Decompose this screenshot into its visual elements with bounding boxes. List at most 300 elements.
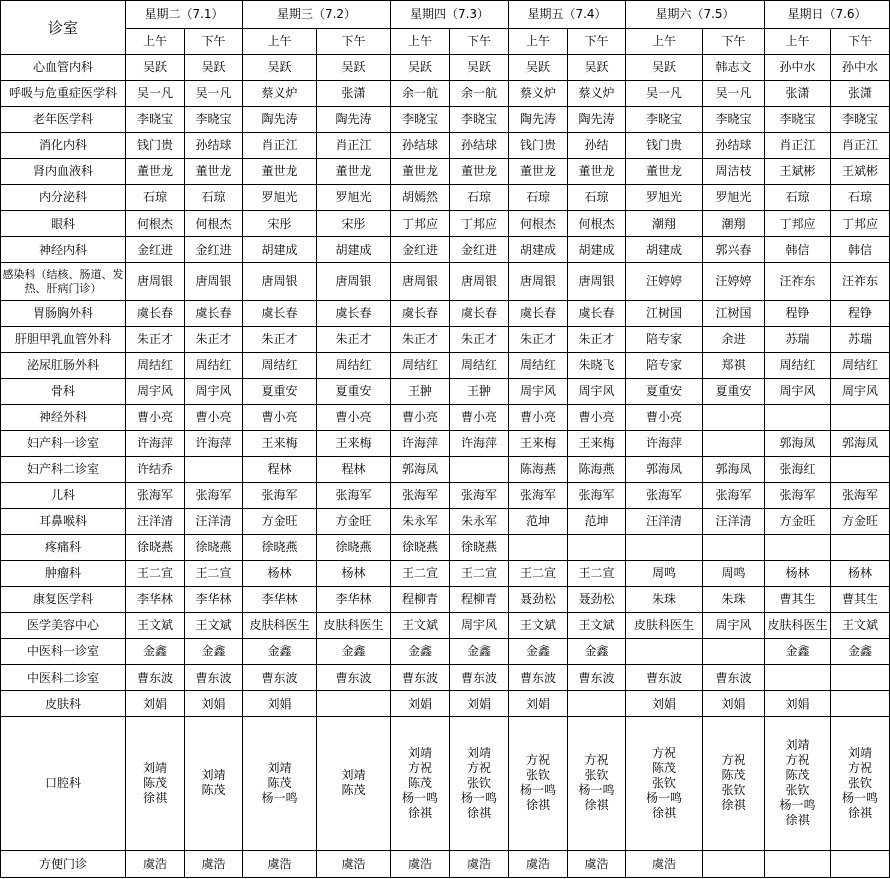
doctor-cell: 余一航	[450, 81, 509, 107]
doctor-cell: 王二宣	[391, 561, 450, 587]
doctor-cell	[626, 717, 703, 850]
doctor-name: 张钦	[785, 783, 810, 798]
doctor-cell: 唐周银	[568, 263, 626, 301]
doctor-name: 杨一鸣	[261, 790, 298, 805]
doctor-cell	[831, 404, 890, 430]
doctor-cell: 周结红	[185, 352, 243, 378]
doctor-cell: 王来梅	[509, 430, 568, 456]
doctor-cell: 苏瑞	[831, 326, 890, 352]
doctor-cell: 刘娟	[765, 691, 831, 717]
doctor-cell	[765, 535, 831, 561]
doctor-cell: 朱正才	[317, 326, 391, 352]
doctor-cell: 周鸣	[626, 561, 703, 587]
doctor-cell: 金鑫	[765, 639, 831, 665]
doctor-cell: 程林	[317, 456, 391, 482]
doctor-cell: 李晓宝	[185, 107, 243, 133]
doctor-name: 徐祺	[466, 805, 491, 820]
doctor-cell	[509, 535, 568, 561]
doctor-name: 刘靖	[201, 768, 226, 783]
session-header-pm: 下午	[831, 29, 890, 55]
doctor-cell: 李晓宝	[765, 107, 831, 133]
doctor-cell: 虞浩	[243, 850, 317, 877]
doctor-cell	[765, 404, 831, 430]
doctor-cell: 徐晓燕	[450, 535, 509, 561]
doctor-cell: 金红进	[126, 237, 185, 263]
doctor-cell: 李华林	[243, 587, 317, 613]
doctor-cell: 苏瑞	[765, 326, 831, 352]
doctor-cell: 许海萍	[391, 430, 450, 456]
doctor-name: 徐祺	[847, 805, 872, 820]
doctor-cell: 周宇风	[185, 378, 243, 404]
doctor-cell: 石琼	[831, 185, 890, 211]
doctor-cell: 王文斌	[568, 613, 626, 639]
doctor-name: 刘靖	[341, 768, 366, 783]
doctor-cell: 曹小亮	[450, 404, 509, 430]
day-header-sun: 星期日（7.6）	[765, 1, 890, 29]
doctor-cell	[126, 717, 185, 850]
doctor-cell: 韩志文	[703, 55, 765, 81]
doctor-cell: 王文斌	[185, 613, 243, 639]
doctor-name: 张钦	[525, 768, 550, 783]
doctor-cell: 石琼	[568, 185, 626, 211]
doctor-cell: 钱门贵	[126, 133, 185, 159]
table-row	[1, 404, 890, 430]
doctor-cell: 余一航	[391, 81, 450, 107]
doctor-cell: 郭海凤	[765, 430, 831, 456]
doctor-cell: 杨林	[243, 561, 317, 587]
doctor-cell: 程铮	[831, 300, 890, 326]
doctor-cell: 曹东波	[126, 665, 185, 691]
doctor-cell: 张潇	[317, 81, 391, 107]
doctor-name: 陈茂	[651, 760, 676, 775]
doctor-cell: 金红进	[450, 237, 509, 263]
doctor-cell: 郭海凤	[626, 456, 703, 482]
day-header-sat: 星期六（7.5）	[626, 1, 765, 29]
doctor-cell: 朱正才	[568, 326, 626, 352]
table-row	[1, 211, 890, 237]
doctor-cell	[831, 456, 890, 482]
session-header-pm: 下午	[568, 29, 626, 55]
doctor-cell: 郑祺	[703, 352, 765, 378]
doctor-cell: 曹东波	[317, 665, 391, 691]
doctor-cell: 吴一凡	[703, 81, 765, 107]
doctor-cell: 虞浩	[317, 850, 391, 877]
doctor-cell: 陪专家	[626, 352, 703, 378]
session-header-am: 上午	[765, 29, 831, 55]
doctor-cell: 曹小亮	[317, 404, 391, 430]
doctor-cell: 虞长春	[509, 300, 568, 326]
doctor-name: 陈茂	[201, 783, 226, 798]
doctor-cell: 唐周银	[126, 263, 185, 301]
doctor-name: 徐祺	[525, 798, 550, 813]
doctor-name: 陈茂	[785, 768, 810, 783]
doctor-cell: 曹其生	[765, 587, 831, 613]
doctor-cell: 孙结球	[185, 133, 243, 159]
doctor-cell: 曹小亮	[626, 404, 703, 430]
department-name: 神经内科	[1, 237, 126, 263]
table-row	[1, 850, 890, 877]
doctor-cell: 夏重安	[703, 378, 765, 404]
doctor-cell: 曹东波	[391, 665, 450, 691]
doctor-cell: 金鑫	[568, 639, 626, 665]
doctor-cell: 陪专家	[626, 326, 703, 352]
doctor-cell: 曹东波	[703, 665, 765, 691]
doctor-cell: 罗旭光	[243, 185, 317, 211]
doctor-name: 刘靖	[142, 760, 167, 775]
doctor-cell: 张海军	[626, 482, 703, 508]
doctor-cell	[831, 717, 890, 850]
doctor-cell: 胡嫣然	[391, 185, 450, 211]
doctor-cell	[185, 456, 243, 482]
doctor-cell: 唐周银	[243, 263, 317, 301]
doctor-cell: 夏重安	[243, 378, 317, 404]
doctor-cell: 张海军	[509, 482, 568, 508]
doctor-cell: 金红进	[391, 237, 450, 263]
doctor-cell: 蔡义炉	[568, 81, 626, 107]
doctor-cell: 唐周银	[509, 263, 568, 301]
table-row	[1, 509, 890, 535]
doctor-cell: 曹东波	[568, 665, 626, 691]
doctor-cell: 张海军	[831, 482, 890, 508]
doctor-cell: 周结红	[391, 352, 450, 378]
doctor-name: 陈茂	[721, 768, 746, 783]
doctor-cell: 金鑫	[831, 639, 890, 665]
department-column-header: 诊室	[1, 1, 126, 55]
doctor-name: 刘靖	[847, 745, 872, 760]
doctor-cell: 董世龙	[626, 159, 703, 185]
session-header-pm: 下午	[703, 29, 765, 55]
doctor-cell	[626, 639, 703, 665]
doctor-cell: 江树国	[626, 300, 703, 326]
doctor-cell: 丁邦应	[391, 211, 450, 237]
doctor-cell: 方金旺	[317, 509, 391, 535]
doctor-cell: 曹小亮	[509, 404, 568, 430]
department-name: 妇产科二诊室	[1, 456, 126, 482]
doctor-cell: 聂劲松	[568, 587, 626, 613]
doctor-cell: 陶先涛	[509, 107, 568, 133]
doctor-cell: 朱正才	[391, 326, 450, 352]
doctor-cell: 杨林	[317, 561, 391, 587]
doctor-cell: 张潇	[831, 81, 890, 107]
doctor-cell: 王来梅	[243, 430, 317, 456]
doctor-name: 陈茂	[341, 783, 366, 798]
doctor-cell: 皮肤科医生	[243, 613, 317, 639]
department-name: 肿瘤科	[1, 561, 126, 587]
doctor-cell: 董世龙	[450, 159, 509, 185]
doctor-cell: 曹东波	[450, 665, 509, 691]
doctor-cell: 方金旺	[243, 509, 317, 535]
table-row	[1, 456, 890, 482]
doctor-cell: 曹其生	[831, 587, 890, 613]
doctor-cell: 朱正才	[126, 326, 185, 352]
doctor-cell: 李晓宝	[126, 107, 185, 133]
doctor-cell: 钱门贵	[626, 133, 703, 159]
doctor-name: 方祝	[525, 753, 550, 768]
department-name: 眼科	[1, 211, 126, 237]
doctor-cell	[568, 717, 626, 850]
doctor-cell	[765, 665, 831, 691]
doctor-cell: 徐晓燕	[126, 535, 185, 561]
doctor-cell: 李华林	[126, 587, 185, 613]
doctor-cell: 罗旭光	[317, 185, 391, 211]
doctor-name: 方祝	[466, 760, 491, 775]
doctor-cell: 王二宣	[509, 561, 568, 587]
doctor-cell: 陈海燕	[568, 456, 626, 482]
doctor-cell: 刘娟	[391, 691, 450, 717]
doctor-cell	[450, 456, 509, 482]
doctor-cell: 朱珠	[703, 587, 765, 613]
doctor-cell: 周结红	[243, 352, 317, 378]
doctor-cell	[831, 665, 890, 691]
doctor-cell	[765, 850, 831, 877]
doctor-cell: 皮肤科医生	[317, 613, 391, 639]
table-row	[1, 613, 890, 639]
doctor-cell: 周结红	[831, 352, 890, 378]
doctor-cell: 李华林	[317, 587, 391, 613]
department-name: 感染科（结核、肠道、发热、肝病门诊）	[1, 263, 126, 301]
doctor-cell: 徐晓燕	[391, 535, 450, 561]
doctor-cell: 刘娟	[450, 691, 509, 717]
doctor-cell: 唐周银	[450, 263, 509, 301]
doctor-cell: 张海军	[765, 482, 831, 508]
doctor-cell: 宋彤	[243, 211, 317, 237]
doctor-cell: 汪洋清	[185, 509, 243, 535]
doctor-cell: 虞长春	[568, 300, 626, 326]
doctor-cell	[450, 717, 509, 850]
doctor-cell: 周宇风	[450, 613, 509, 639]
doctor-cell: 潮翔	[626, 211, 703, 237]
doctor-cell: 孙结	[568, 133, 626, 159]
doctor-name: 杨一鸣	[519, 783, 556, 798]
doctor-name: 刘靖	[785, 738, 810, 753]
doctor-cell: 许海萍	[450, 430, 509, 456]
doctor-cell: 罗旭光	[703, 185, 765, 211]
doctor-cell: 李华林	[185, 587, 243, 613]
doctor-cell: 吴跃	[626, 55, 703, 81]
department-name: 消化内科	[1, 133, 126, 159]
doctor-cell: 吴跃	[185, 55, 243, 81]
doctor-cell: 杨林	[765, 561, 831, 587]
doctor-cell	[703, 430, 765, 456]
doctor-cell: 何根杰	[568, 211, 626, 237]
doctor-cell: 张海军	[568, 482, 626, 508]
doctor-cell: 李晓宝	[831, 107, 890, 133]
doctor-cell: 吴跃	[243, 55, 317, 81]
doctor-cell: 唐周银	[391, 263, 450, 301]
doctor-cell: 徐晓燕	[243, 535, 317, 561]
doctor-cell: 虞长春	[126, 300, 185, 326]
doctor-cell: 程柳青	[450, 587, 509, 613]
department-name: 口腔科	[1, 717, 126, 850]
doctor-cell: 李晓宝	[391, 107, 450, 133]
department-name: 中医科二诊室	[1, 665, 126, 691]
doctor-cell: 刘娟	[243, 691, 317, 717]
doctor-cell: 虞长春	[317, 300, 391, 326]
doctor-cell: 吴一凡	[126, 81, 185, 107]
doctor-name: 刘靖	[407, 745, 432, 760]
day-header-tue: 星期二（7.1）	[126, 1, 243, 29]
doctor-cell: 肖正江	[243, 133, 317, 159]
doctor-cell: 陶先涛	[317, 107, 391, 133]
doctor-cell: 孙结球	[450, 133, 509, 159]
doctor-cell: 朱正才	[185, 326, 243, 352]
department-name: 泌尿肛肠外科	[1, 352, 126, 378]
table-row	[1, 691, 890, 717]
doctor-cell: 朱永军	[391, 509, 450, 535]
doctor-cell: 孙结球	[703, 133, 765, 159]
doctor-cell: 罗旭光	[626, 185, 703, 211]
doctor-cell: 王二宣	[185, 561, 243, 587]
doctor-name: 方祝	[651, 745, 676, 760]
table-row	[1, 300, 890, 326]
doctor-cell: 丁邦应	[450, 211, 509, 237]
department-name: 呼吸与危重症医学科	[1, 81, 126, 107]
doctor-cell: 肖正江	[765, 133, 831, 159]
doctor-cell: 许海萍	[185, 430, 243, 456]
table-row	[1, 665, 890, 691]
doctor-cell: 王翀	[391, 378, 450, 404]
doctor-cell	[185, 717, 243, 850]
doctor-cell: 曹小亮	[391, 404, 450, 430]
department-name: 医学美容中心	[1, 613, 126, 639]
doctor-cell: 吴跃	[391, 55, 450, 81]
doctor-cell: 周宇风	[126, 378, 185, 404]
doctor-cell: 曹小亮	[185, 404, 243, 430]
doctor-cell: 郭兴春	[703, 237, 765, 263]
doctor-name: 徐祺	[584, 798, 609, 813]
doctor-name: 徐祺	[651, 805, 676, 820]
doctor-cell: 张海军	[703, 482, 765, 508]
doctor-cell: 石琼	[765, 185, 831, 211]
doctor-cell: 钱门贵	[509, 133, 568, 159]
doctor-cell: 刘娟	[509, 691, 568, 717]
doctor-cell: 蔡义炉	[509, 81, 568, 107]
table-row	[1, 430, 890, 456]
doctor-cell: 曹小亮	[126, 404, 185, 430]
doctor-cell: 朱珠	[626, 587, 703, 613]
doctor-cell: 吴一凡	[626, 81, 703, 107]
doctor-cell	[703, 639, 765, 665]
department-name: 老年医学科	[1, 107, 126, 133]
doctor-cell	[391, 717, 450, 850]
department-name: 疼痛科	[1, 535, 126, 561]
doctor-cell: 张海军	[450, 482, 509, 508]
doctor-cell: 郭海凤	[703, 456, 765, 482]
doctor-cell: 金红进	[185, 237, 243, 263]
doctor-cell: 孙中水	[831, 55, 890, 81]
table-row	[1, 263, 890, 301]
doctor-cell: 汪祚东	[765, 263, 831, 301]
doctor-cell: 孙结球	[391, 133, 450, 159]
doctor-cell: 金鑫	[450, 639, 509, 665]
doctor-cell: 王翀	[450, 378, 509, 404]
doctor-cell: 王二宣	[126, 561, 185, 587]
doctor-cell: 张海红	[765, 456, 831, 482]
department-name: 心血管内科	[1, 55, 126, 81]
department-name: 皮肤科	[1, 691, 126, 717]
doctor-cell: 夏重安	[626, 378, 703, 404]
doctor-cell: 董世龙	[243, 159, 317, 185]
table-row	[1, 482, 890, 508]
doctor-cell: 刘娟	[626, 691, 703, 717]
doctor-cell: 陈海燕	[509, 456, 568, 482]
department-name: 耳鼻喉科	[1, 509, 126, 535]
doctor-cell: 吴跃	[568, 55, 626, 81]
doctor-cell: 唐周银	[317, 263, 391, 301]
doctor-name: 张钦	[466, 775, 491, 790]
doctor-cell: 朱晓飞	[568, 352, 626, 378]
doctor-cell: 董世龙	[509, 159, 568, 185]
doctor-cell: 金鑫	[509, 639, 568, 665]
doctor-cell	[703, 717, 765, 850]
doctor-cell: 石琼	[185, 185, 243, 211]
doctor-cell: 张潇	[765, 81, 831, 107]
doctor-cell: 张海军	[185, 482, 243, 508]
doctor-name: 杨一鸣	[401, 790, 438, 805]
doctor-cell	[765, 717, 831, 850]
doctor-cell: 周鸣	[703, 561, 765, 587]
doctor-name: 徐祺	[721, 798, 746, 813]
department-name: 方便门诊	[1, 850, 126, 877]
doctor-cell: 金鑫	[185, 639, 243, 665]
doctor-cell: 虞浩	[126, 850, 185, 877]
doctor-cell	[831, 535, 890, 561]
doctor-name: 张钦	[584, 768, 609, 783]
doctor-cell: 金鑫	[243, 639, 317, 665]
doctor-cell: 皮肤科医生	[626, 613, 703, 639]
doctor-cell: 徐晓燕	[185, 535, 243, 561]
doctor-cell: 张海军	[317, 482, 391, 508]
doctor-name: 徐祺	[785, 813, 810, 828]
doctor-cell: 宋彤	[317, 211, 391, 237]
doctor-cell: 肖正江	[831, 133, 890, 159]
doctor-cell: 范坤	[509, 509, 568, 535]
doctor-name: 徐祺	[407, 805, 432, 820]
doctor-cell: 张海军	[391, 482, 450, 508]
doctor-cell: 何根杰	[126, 211, 185, 237]
doctor-cell: 张海军	[126, 482, 185, 508]
doctor-cell: 李晓宝	[450, 107, 509, 133]
doctor-cell: 陶先涛	[243, 107, 317, 133]
department-name: 妇产科一诊室	[1, 430, 126, 456]
table-row	[1, 587, 890, 613]
table-row	[1, 326, 890, 352]
doctor-cell: 曹小亮	[568, 404, 626, 430]
doctor-cell: 江树国	[703, 300, 765, 326]
day-header-wed: 星期三（7.2）	[243, 1, 391, 29]
doctor-cell: 吴跃	[126, 55, 185, 81]
header-session-row	[1, 29, 890, 55]
doctor-cell: 蔡义炉	[243, 81, 317, 107]
doctor-cell: 张海军	[243, 482, 317, 508]
doctor-cell	[509, 717, 568, 850]
doctor-cell: 许结乔	[126, 456, 185, 482]
doctor-cell: 金鑫	[317, 639, 391, 665]
department-name: 中医科一诊室	[1, 639, 126, 665]
doctor-cell: 郭海凤	[391, 456, 450, 482]
doctor-cell: 方金旺	[831, 509, 890, 535]
doctor-name: 杨一鸣	[460, 790, 497, 805]
doctor-cell: 曹小亮	[243, 404, 317, 430]
session-header-pm: 下午	[185, 29, 243, 55]
doctor-cell: 许海萍	[126, 430, 185, 456]
doctor-name: 陈茂	[142, 775, 167, 790]
header-days-row	[1, 1, 890, 29]
doctor-cell: 曹东波	[243, 665, 317, 691]
doctor-name: 杨一鸣	[578, 783, 615, 798]
table-row	[1, 81, 890, 107]
doctor-cell: 丁邦应	[831, 211, 890, 237]
